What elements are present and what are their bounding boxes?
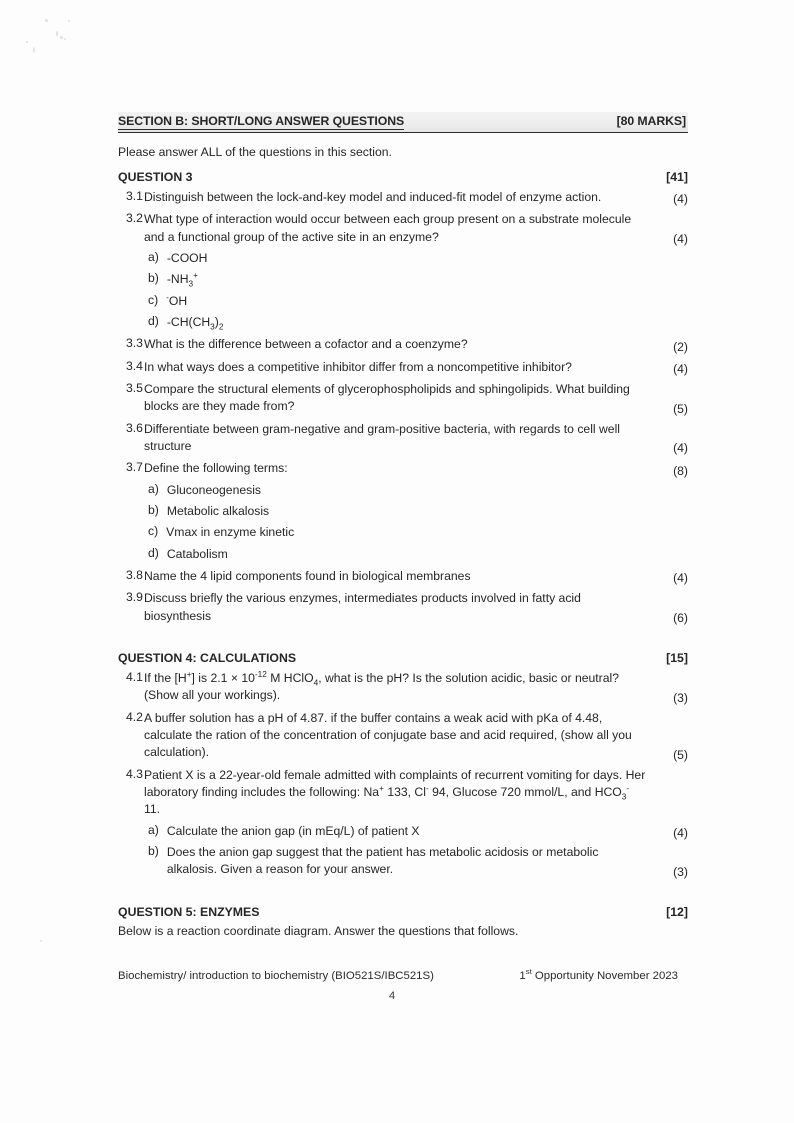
question-item <box>118 590 688 625</box>
question-3-heading <box>118 170 688 184</box>
question-3-marks: [41] <box>666 170 688 184</box>
sub-item-text: Vmax in enzyme kinetic <box>166 525 295 540</box>
question-text: Distinguish between the lock-and-key model and induced-fit model of enzyme action. <box>144 190 602 204</box>
question-marks: (4) <box>673 231 688 246</box>
question-item <box>118 670 688 705</box>
question-marks: (5) <box>673 401 688 416</box>
sub-item-label: b) <box>148 271 159 286</box>
question-item <box>118 336 688 353</box>
page-footer <box>118 967 690 982</box>
question-number: 3.4 <box>126 358 143 373</box>
question-text: Name the 4 lipid components found in biological membranes <box>144 568 471 583</box>
section-instruction: Please answer ALL of the questions in this section. <box>118 145 392 159</box>
sub-item-label: a) <box>148 822 159 837</box>
sub-item <box>118 524 688 541</box>
sub-item <box>118 482 688 499</box>
question-item <box>118 710 688 762</box>
scan-artifact <box>40 940 42 942</box>
sub-item <box>118 314 688 331</box>
question-number: 3.5 <box>126 380 143 395</box>
question-marks: (4) <box>673 192 688 207</box>
sub-item-text: $-CH(CH_3)_2$ <box>166 314 224 332</box>
question-text: Discuss briefly the various enzymes, intermediates products involved in fatty acid biosynthesis <box>144 591 581 623</box>
question-text: Differentiate between gram-negative and gram-positive bacteria, with regards to cell well structure <box>144 421 621 453</box>
sub-item-label: b) <box>148 843 159 858</box>
question-4-title: QUESTION 4: CALCULATIONS <box>118 650 297 665</box>
question-5-intro: Below is a reaction coordinate diagram. Answer the questions that follows. <box>118 923 519 938</box>
question-number: 3.1 <box>126 189 143 203</box>
sub-item <box>118 823 688 840</box>
scan-artifact <box>64 38 66 40</box>
sub-item-text: Calculate the anion gap (in mEq/L) of patient X <box>166 823 420 838</box>
scan-artifact <box>60 36 63 39</box>
question-4-heading <box>118 651 688 665</box>
scan-artifact <box>45 19 48 22</box>
question-5-title: QUESTION 5: ENZYMES <box>118 904 260 919</box>
question-text: What is the difference between a cofactor and a coenzyme? <box>144 337 468 352</box>
document-content <box>118 112 688 938</box>
page-number: 4 <box>388 990 396 1002</box>
scan-artifact <box>68 20 70 22</box>
sub-item-text: Gluconeogenesis <box>166 482 262 497</box>
sub-item <box>118 293 688 310</box>
sub-item-label: d) <box>148 545 159 560</box>
sub-item <box>118 844 688 879</box>
sub-item <box>118 503 688 520</box>
question-item <box>118 767 688 819</box>
question-item <box>118 568 688 585</box>
sub-item-text: -OH <box>166 291 188 308</box>
question-marks: (8) <box>673 463 688 478</box>
question-3-title: QUESTION 3 <box>118 170 193 184</box>
scan-artifact <box>56 31 58 36</box>
footer-opportunity-info: 1st Opportunity November 2023 <box>519 967 678 982</box>
question-marks: (4) <box>673 361 688 376</box>
sub-item-text: $-NH_3^+$ <box>166 270 198 289</box>
question-text: If the [H+] is $2.1 \times 10^{-12}$ M HClO$_4$, what is the pH? Is the solution acidic, basic or neutral? (Show all your workings). <box>144 668 619 703</box>
sub-item-text: -COOH <box>166 250 208 265</box>
question-number: 4.2 <box>126 709 143 724</box>
scan-artifact <box>26 41 28 43</box>
sub-item <box>118 250 688 267</box>
section-marks: [80 MARKS] <box>616 114 686 128</box>
sub-item-label: b) <box>148 502 159 517</box>
sub-item-text: Metabolic alkalosis <box>166 503 270 518</box>
section-header <box>118 112 688 133</box>
question-item <box>118 189 688 206</box>
sub-item-text: Catabolism <box>166 546 228 561</box>
question-item <box>118 421 688 456</box>
section-title: SECTION B: SHORT/LONG ANSWER QUESTIONS <box>118 114 405 128</box>
sub-item-label: c) <box>148 292 159 307</box>
question-number: 4.1 <box>126 669 143 684</box>
question-item <box>118 211 688 246</box>
question-marks: (2) <box>673 339 688 354</box>
sub-item-marks: (3) <box>673 864 688 879</box>
question-number: 3.8 <box>126 567 143 582</box>
question-item <box>118 359 688 376</box>
sub-item-label: d) <box>148 313 159 328</box>
question-5-marks: [12] <box>666 904 688 919</box>
question-text: In what ways does a competitive inhibitor differ from a noncompetitive inhibitor? <box>144 359 572 374</box>
sub-item-label: a) <box>148 481 159 496</box>
sub-item <box>118 546 688 563</box>
question-4-marks: [15] <box>666 650 688 665</box>
question-text: Compare the structural elements of glycerophospholipids and sphingolipids. What building blocks are they made from? <box>144 381 630 414</box>
question-marks: (6) <box>673 610 688 625</box>
sub-item-label: c) <box>148 524 159 539</box>
question-text: Define the following terms: <box>144 461 288 476</box>
question-text: Patient X is a 22-year-old female admitted with complaints of recurrent vomiting for days. Her laboratory finding includes the following: Na+ 133, Cl- 94, Glucose 720 mmol/L, and $HCO_3^-$ 11. <box>144 767 646 817</box>
sub-item-label: a) <box>148 249 159 264</box>
question-number: 3.6 <box>126 420 143 435</box>
question-item <box>118 460 688 477</box>
question-text: A buffer solution has a pH of 4.87. if the buffer contains a weak acid with pKa of 4.48, calculate the ration of the concentration of conjugate base and acid required, (show all you calculation). <box>144 710 632 760</box>
sub-item-text: Does the anion gap suggest that the patient has metabolic acidosis or metabolic alkalosis. Given a reason for your answer. <box>166 844 599 877</box>
question-number: 3.3 <box>126 336 143 351</box>
footer-course-info: Biochemistry/ introduction to biochemistry (BIO521S/IBC521S) <box>118 970 434 982</box>
question-number: 3.7 <box>126 460 143 475</box>
question-item <box>118 381 688 416</box>
question-marks: (4) <box>673 571 688 586</box>
question-5-heading <box>118 905 688 919</box>
question-number: 3.9 <box>126 590 143 605</box>
sub-item <box>118 271 688 288</box>
question-number: 3.2 <box>126 211 143 226</box>
scan-artifact <box>33 47 35 53</box>
question-marks: (4) <box>673 441 688 456</box>
question-text: What type of interaction would occur between each group present on a substrate molecule and a functional group of the active site in an enzyme? <box>144 212 632 244</box>
question-marks: (5) <box>673 747 688 762</box>
question-marks: (3) <box>673 690 688 705</box>
question-number: 4.3 <box>126 766 143 781</box>
sub-item-marks: (4) <box>673 825 688 840</box>
